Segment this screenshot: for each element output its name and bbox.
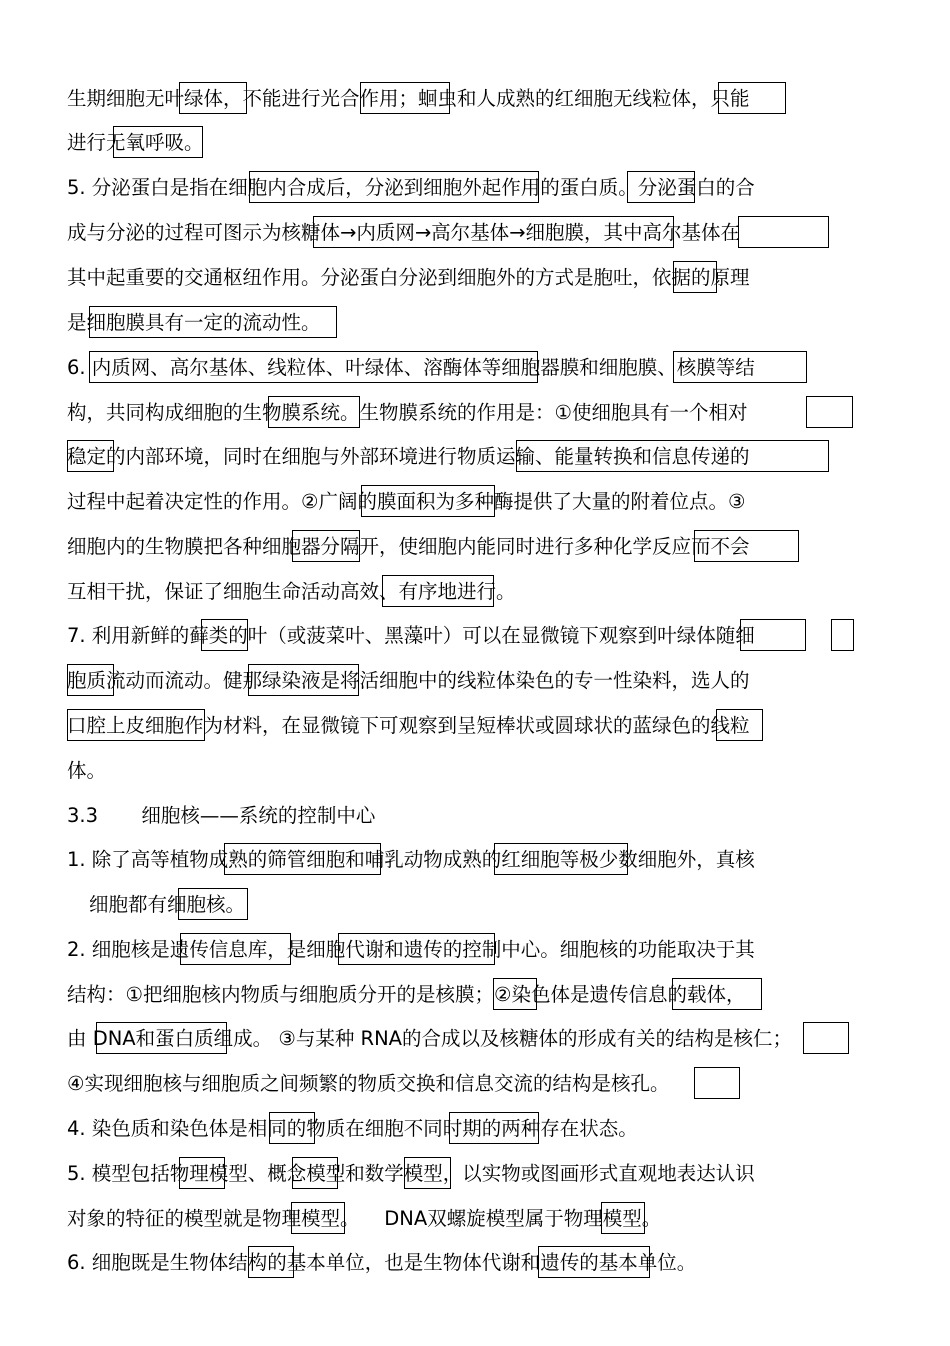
- answer-box: [292, 530, 360, 562]
- text-line: 细胞内的生物膜把各种细胞器分隔开，使细胞内能同时进行多种化学反应而不会: [67, 535, 750, 558]
- answer-box: [179, 82, 247, 114]
- text-line: 2. 细胞核是遗传信息库，是细胞代谢和遗传的控制中心。细胞核的功能取决于其: [67, 938, 755, 961]
- answer-box: [248, 1246, 294, 1278]
- text-line: 构，共同构成细胞的生物膜系统。生物膜系统的作用是：①使细胞具有一个相对: [67, 401, 748, 424]
- answer-box: [538, 1246, 650, 1278]
- answer-box: [89, 351, 538, 383]
- answer-box: [806, 396, 853, 428]
- answer-box: [494, 843, 628, 875]
- answer-box: [601, 1202, 645, 1234]
- answer-box: [740, 619, 806, 651]
- answer-box: [96, 1022, 227, 1054]
- answer-box: [694, 1067, 740, 1099]
- answer-box: [673, 261, 717, 293]
- answer-box: [180, 933, 291, 965]
- answer-box: [382, 575, 494, 607]
- answer-box: [201, 619, 248, 651]
- text-line: 细胞都有细胞核。: [89, 893, 246, 916]
- answer-box: [718, 82, 786, 114]
- answer-box: [694, 530, 799, 562]
- text-line: 6. 内质网、高尔基体、线粒体、叶绿体、溶酶体等细胞器膜和细胞膜、核膜等结: [67, 356, 755, 379]
- text-line: 是细胞膜具有一定的流动性。: [67, 311, 321, 334]
- answer-box: [67, 664, 114, 696]
- answer-box: [516, 440, 829, 472]
- text-line: 过程中起着决定性的作用。②广阔的膜面积为多种酶提供了大量的附着位点。③: [67, 490, 746, 513]
- answer-box: [292, 1157, 338, 1189]
- text-line: 成与分泌的过程可图示为核糖体→内质网→高尔基体→细胞膜，其中高尔基体在: [67, 221, 741, 244]
- text-line: 4. 染色质和染色体是相同的物质在细胞不同时期的两种存在状态。: [67, 1117, 638, 1140]
- answer-box: [179, 1157, 225, 1189]
- answer-box: [404, 1157, 451, 1189]
- answer-box: [803, 1022, 849, 1054]
- answer-box: [338, 933, 495, 965]
- answer-box: [361, 485, 495, 517]
- text-line: 对象的特征的模型就是物理模型。 DNA双螺旋模型属于物理模型。: [67, 1207, 662, 1230]
- answer-box: [360, 82, 450, 114]
- answer-box: [89, 306, 337, 338]
- answer-box: [716, 709, 763, 741]
- text-line: 6. 细胞既是生物体结构的基本单位，也是生物体代谢和遗传的基本单位。: [67, 1251, 697, 1274]
- answer-box: [291, 1202, 345, 1234]
- text-line: ④实现细胞核与细胞质之间频繁的物质交换和信息交流的结构是核孔。: [67, 1072, 670, 1095]
- text-line: 互相干扰，保证了细胞生命活动高效、有序地进行。: [67, 580, 516, 603]
- answer-box: [224, 843, 381, 875]
- answer-box: [268, 396, 360, 428]
- text-line: 结构：①把细胞核内物质与细胞质分开的是核膜；②染色体是遗传信息的载体，: [67, 983, 746, 1006]
- text-line: 生期细胞无叶绿体，不能进行光合作用；蛔虫和人成熟的红细胞无线粒体，只能: [67, 87, 750, 110]
- text-line: 口腔上皮细胞作为材料，在显微镜下可观察到呈短棒状或圆球状的蓝绿色的线粒: [67, 714, 750, 737]
- answer-box: [493, 978, 537, 1010]
- text-line: 1. 除了高等植物成熟的筛管细胞和哺乳动物成熟的红细胞等极少数细胞外，真核: [67, 848, 755, 871]
- text-line: 7. 利用新鲜的藓类的叶（或菠菜叶、黑藻叶）可以在显微镜下观察到叶绿体随细: [67, 624, 755, 647]
- text-line: 进行无氧呼吸。: [67, 131, 204, 154]
- answer-box: [113, 126, 203, 158]
- answer-box: [249, 171, 539, 203]
- answer-box: [449, 1112, 539, 1144]
- answer-box: [627, 171, 695, 203]
- answer-box: [248, 664, 359, 696]
- section-heading: 3.3 细胞核——系统的控制中心: [67, 804, 376, 827]
- answer-box: [67, 709, 205, 741]
- text-line: 体。: [67, 759, 107, 782]
- text-line: 由 DNA和蛋白质组成。 ③与某种 RNA的合成以及核糖体的形成有关的结构是核仁；: [67, 1027, 792, 1050]
- answer-box: [672, 978, 762, 1010]
- text-line: 5. 分泌蛋白是指在细胞内合成后，分泌到细胞外起作用的蛋白质。分泌蛋白的合: [67, 176, 755, 199]
- text-line: 5. 模型包括物理模型、概念模型和数学模型，以实物或图画形式直观地表达认识: [67, 1162, 755, 1185]
- answer-box: [269, 1112, 315, 1144]
- answer-box: [313, 216, 674, 248]
- answer-box: [831, 619, 854, 651]
- text-line: 胞质流动而流动。健那绿染液是将活细胞中的线粒体染色的专一性染料，选人的: [67, 669, 750, 692]
- answer-box: [738, 216, 829, 248]
- answer-box: [178, 888, 248, 920]
- text-line: 其中起重要的交通枢纽作用。分泌蛋白分泌到细胞外的方式是胞吐，依据的原理: [67, 266, 750, 289]
- answer-box: [67, 440, 114, 472]
- answer-box: [673, 351, 807, 383]
- text-line: 稳定的内部环境，同时在细胞与外部环境进行物质运输、能量转换和信息传递的: [67, 445, 750, 468]
